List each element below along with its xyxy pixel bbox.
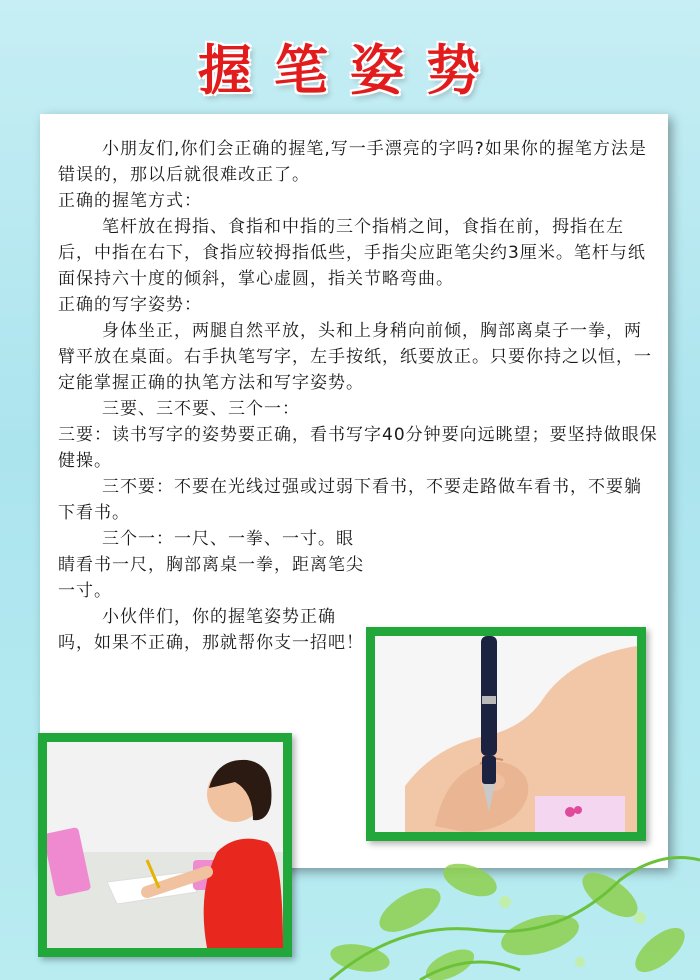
closing-paragraph: 小伙伴们，你的握笔姿势正确吗，如果不正确，那就帮你支一招吧！ bbox=[58, 607, 364, 653]
three-ones-paragraph: 三个一：一尺、一拳、一寸。眼睛看书一尺，胸部离桌一拳，距离笔尖一寸。 bbox=[58, 529, 364, 601]
hand-pen-photo bbox=[366, 627, 646, 841]
rules-heading: 三要、三不要、三个一： bbox=[102, 399, 300, 419]
section-heading-posture: 正确的写字姿势： bbox=[58, 295, 202, 315]
leaf-decoration bbox=[0, 840, 700, 980]
hand-pen-illustration bbox=[375, 636, 637, 832]
posture-paragraph: 身体坐正，两腿自然平放，头和上身稍向前倾，胸部离桌子一拳，两臂平放在桌面。右手执笔写字，左手按纸，纸要放正。只要你持之以恒，一定能掌握正确的执笔方法和写字姿势。 bbox=[58, 321, 652, 393]
section-heading-grip: 正确的握笔方式： bbox=[58, 191, 202, 211]
page-title: 握笔姿势 bbox=[198, 39, 502, 102]
hand-pen-image bbox=[375, 636, 637, 832]
grip-paragraph: 笔杆放在拇指、食指和中指的三个指梢之间，食指在前，拇指在左后，中指在右下，食指应较拇指低些，手指尖应距笔尖约3厘米。笔杆与纸面保持六十度的倾斜，掌心虚圆，指关节略弯曲。 bbox=[58, 217, 646, 289]
article-body bbox=[58, 136, 658, 656]
three-donts-paragraph: 三不要：不要在光线过强或过弱下看书，不要走路做车看书，不要躺下看书。 bbox=[58, 477, 642, 523]
three-musts-paragraph: 三要：读书写字的姿势要正确，看书写字40分钟要向远眺望；要坚持做眼保健操。 bbox=[58, 425, 658, 471]
intro-paragraph: 小朋友们,你们会正确的握笔,写一手漂亮的字吗?如果你的握笔方法是错误的，那以后就很难改正了。 bbox=[58, 139, 647, 185]
